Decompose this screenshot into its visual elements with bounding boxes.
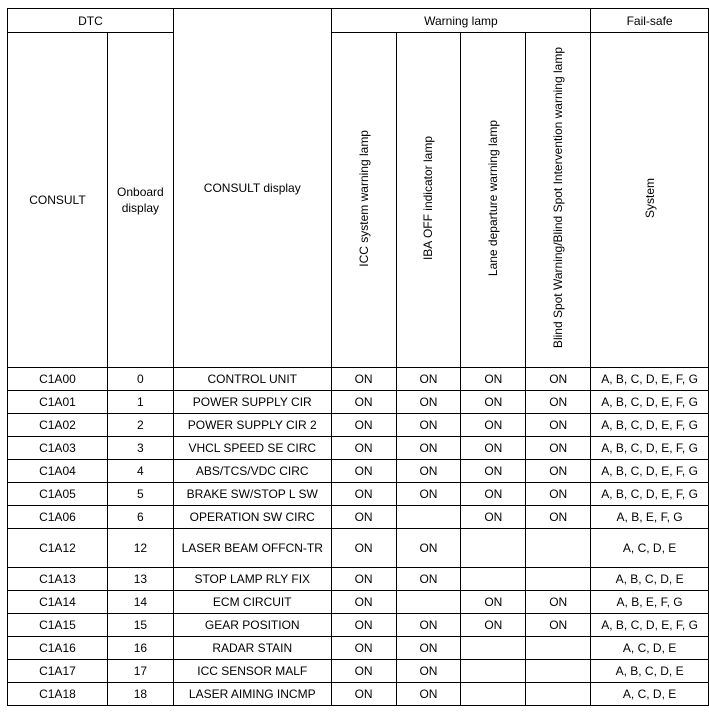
cell-iba: ON bbox=[396, 368, 461, 391]
cell-bsw bbox=[526, 660, 591, 683]
cell-bsw: ON bbox=[526, 483, 591, 506]
cell-consult: C1A12 bbox=[8, 529, 108, 568]
cell-bsw bbox=[526, 683, 591, 706]
cell-bsw: ON bbox=[526, 391, 591, 414]
iba-lamp-label: IBA OFF indicator lamp bbox=[421, 135, 436, 261]
cell-onboard: 4 bbox=[107, 460, 173, 483]
cell-onboard: 3 bbox=[107, 437, 173, 460]
cell-icc: ON bbox=[331, 506, 396, 529]
cell-iba: ON bbox=[396, 529, 461, 568]
cell-ldw bbox=[461, 568, 526, 591]
dtc-table bbox=[7, 8, 709, 706]
cell-ldw: ON bbox=[461, 591, 526, 614]
cell-system: A, B, C, D, E, F, G bbox=[591, 368, 709, 391]
cell-icc: ON bbox=[331, 683, 396, 706]
cell-iba: ON bbox=[396, 637, 461, 660]
cell-display: ABS/TCS/VDC CIRC bbox=[173, 460, 331, 483]
cell-display: BRAKE SW/STOP L SW bbox=[173, 483, 331, 506]
cell-bsw: ON bbox=[526, 437, 591, 460]
cell-onboard: 13 bbox=[107, 568, 173, 591]
table-row bbox=[8, 368, 709, 391]
table-row bbox=[8, 437, 709, 460]
cell-system: A, C, D, E bbox=[591, 683, 709, 706]
table-row bbox=[8, 614, 709, 637]
system-header bbox=[591, 33, 709, 368]
cell-icc: ON bbox=[331, 483, 396, 506]
table-row bbox=[8, 568, 709, 591]
cell-ldw bbox=[461, 683, 526, 706]
fail-safe-header: Fail-safe bbox=[591, 9, 709, 33]
cell-iba bbox=[396, 591, 461, 614]
cell-iba: ON bbox=[396, 460, 461, 483]
cell-system: A, B, C, D, E, F, G bbox=[591, 614, 709, 637]
cell-iba: ON bbox=[396, 614, 461, 637]
table-row bbox=[8, 414, 709, 437]
cell-display: ICC SENSOR MALF bbox=[173, 660, 331, 683]
cell-bsw: ON bbox=[526, 614, 591, 637]
cell-bsw bbox=[526, 637, 591, 660]
cell-onboard: 5 bbox=[107, 483, 173, 506]
cell-display: LASER BEAM OFFCN-TR bbox=[173, 529, 331, 568]
cell-icc: ON bbox=[331, 660, 396, 683]
cell-bsw: ON bbox=[526, 460, 591, 483]
cell-consult: C1A16 bbox=[8, 637, 108, 660]
cell-iba: ON bbox=[396, 391, 461, 414]
cell-icc: ON bbox=[331, 391, 396, 414]
cell-icc: ON bbox=[331, 460, 396, 483]
cell-onboard: 18 bbox=[107, 683, 173, 706]
cell-ldw: ON bbox=[461, 414, 526, 437]
cell-display: VHCL SPEED SE CIRC bbox=[173, 437, 331, 460]
cell-consult: C1A17 bbox=[8, 660, 108, 683]
cell-display: OPERATION SW CIRC bbox=[173, 506, 331, 529]
cell-iba bbox=[396, 506, 461, 529]
cell-ldw bbox=[461, 529, 526, 568]
icc-lamp-label: ICC system warning lamp bbox=[356, 129, 371, 267]
cell-system: A, B, E, F, G bbox=[591, 506, 709, 529]
cell-system: A, C, D, E bbox=[591, 529, 709, 568]
cell-display: CONTROL UNIT bbox=[173, 368, 331, 391]
cell-system: A, B, C, D, E, F, G bbox=[591, 391, 709, 414]
cell-display: GEAR POSITION bbox=[173, 614, 331, 637]
cell-consult: C1A06 bbox=[8, 506, 108, 529]
cell-consult: C1A04 bbox=[8, 460, 108, 483]
system-label: System bbox=[642, 177, 657, 218]
cell-consult: C1A02 bbox=[8, 414, 108, 437]
dtc-header: DTC bbox=[8, 9, 174, 33]
cell-system: A, B, C, D, E, F, G bbox=[591, 460, 709, 483]
cell-system: A, B, C, D, E, F, G bbox=[591, 414, 709, 437]
cell-onboard: 17 bbox=[107, 660, 173, 683]
table-row bbox=[8, 460, 709, 483]
ldw-lamp-header bbox=[461, 33, 526, 368]
cell-iba: ON bbox=[396, 414, 461, 437]
cell-icc: ON bbox=[331, 568, 396, 591]
table-body bbox=[8, 368, 709, 706]
cell-iba: ON bbox=[396, 683, 461, 706]
cell-consult: C1A03 bbox=[8, 437, 108, 460]
cell-bsw: ON bbox=[526, 368, 591, 391]
table-row bbox=[8, 637, 709, 660]
cell-bsw bbox=[526, 568, 591, 591]
cell-icc: ON bbox=[331, 414, 396, 437]
cell-iba: ON bbox=[396, 568, 461, 591]
cell-icc: ON bbox=[331, 591, 396, 614]
cell-consult: C1A13 bbox=[8, 568, 108, 591]
cell-iba: ON bbox=[396, 437, 461, 460]
cell-ldw: ON bbox=[461, 614, 526, 637]
cell-consult: C1A18 bbox=[8, 683, 108, 706]
onboard-display-header: Onboard display bbox=[107, 33, 173, 368]
cell-onboard: 15 bbox=[107, 614, 173, 637]
cell-ldw bbox=[461, 660, 526, 683]
cell-iba: ON bbox=[396, 660, 461, 683]
cell-onboard: 14 bbox=[107, 591, 173, 614]
cell-consult: C1A14 bbox=[8, 591, 108, 614]
cell-onboard: 2 bbox=[107, 414, 173, 437]
warning-lamp-header: Warning lamp bbox=[331, 9, 591, 33]
cell-system: A, C, D, E bbox=[591, 637, 709, 660]
iba-lamp-header bbox=[396, 33, 461, 368]
bsw-lamp-header bbox=[526, 33, 591, 368]
bsw-lamp-label: Blind Spot Warning/Blind Spot Intervention warning lamp bbox=[551, 47, 566, 349]
cell-icc: ON bbox=[331, 614, 396, 637]
cell-icc: ON bbox=[331, 529, 396, 568]
table-row bbox=[8, 506, 709, 529]
cell-ldw: ON bbox=[461, 506, 526, 529]
cell-ldw: ON bbox=[461, 483, 526, 506]
cell-consult: C1A01 bbox=[8, 391, 108, 414]
cell-ldw bbox=[461, 637, 526, 660]
icc-lamp-header bbox=[331, 33, 396, 368]
cell-ldw: ON bbox=[461, 460, 526, 483]
cell-consult: C1A05 bbox=[8, 483, 108, 506]
table-row bbox=[8, 483, 709, 506]
ldw-lamp-label: Lane departure warning lamp bbox=[486, 119, 501, 277]
table-row bbox=[8, 529, 709, 568]
cell-display: RADAR STAIN bbox=[173, 637, 331, 660]
cell-consult: C1A15 bbox=[8, 614, 108, 637]
table-row bbox=[8, 591, 709, 614]
cell-system: A, B, C, D, E, F, G bbox=[591, 483, 709, 506]
cell-onboard: 0 bbox=[107, 368, 173, 391]
cell-iba: ON bbox=[396, 483, 461, 506]
cell-icc: ON bbox=[331, 437, 396, 460]
consult-header: CONSULT bbox=[8, 33, 108, 368]
cell-ldw: ON bbox=[461, 437, 526, 460]
consult-display-header: CONSULT display bbox=[173, 9, 331, 368]
table-row bbox=[8, 391, 709, 414]
cell-onboard: 16 bbox=[107, 637, 173, 660]
cell-display: LASER AIMING INCMP bbox=[173, 683, 331, 706]
cell-consult: C1A00 bbox=[8, 368, 108, 391]
cell-bsw: ON bbox=[526, 591, 591, 614]
cell-system: A, B, C, D, E bbox=[591, 660, 709, 683]
cell-display: POWER SUPPLY CIR 2 bbox=[173, 414, 331, 437]
cell-onboard: 12 bbox=[107, 529, 173, 568]
cell-system: A, B, C, D, E bbox=[591, 568, 709, 591]
cell-ldw: ON bbox=[461, 391, 526, 414]
cell-display: STOP LAMP RLY FIX bbox=[173, 568, 331, 591]
table-row bbox=[8, 683, 709, 706]
table-row bbox=[8, 660, 709, 683]
cell-bsw bbox=[526, 529, 591, 568]
cell-display: POWER SUPPLY CIR bbox=[173, 391, 331, 414]
cell-onboard: 6 bbox=[107, 506, 173, 529]
cell-icc: ON bbox=[331, 368, 396, 391]
cell-ldw: ON bbox=[461, 368, 526, 391]
cell-display: ECM CIRCUIT bbox=[173, 591, 331, 614]
cell-system: A, B, E, F, G bbox=[591, 591, 709, 614]
cell-bsw: ON bbox=[526, 506, 591, 529]
cell-onboard: 1 bbox=[107, 391, 173, 414]
cell-system: A, B, C, D, E, F, G bbox=[591, 437, 709, 460]
cell-bsw: ON bbox=[526, 414, 591, 437]
cell-icc: ON bbox=[331, 637, 396, 660]
